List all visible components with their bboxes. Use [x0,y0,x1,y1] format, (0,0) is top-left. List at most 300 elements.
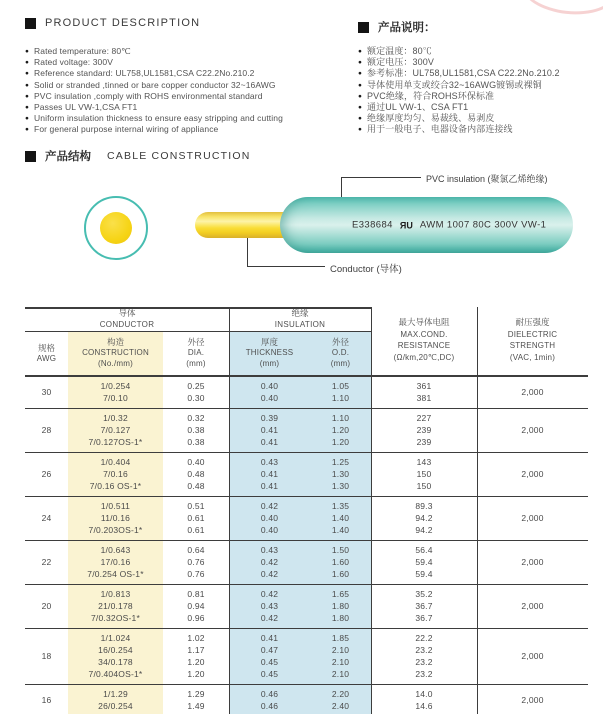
od-cell [310,629,371,684]
conductor-label: Conductor (导体) [330,264,402,275]
list-item-text: Passes UL VW-1,CSA FT1 [34,102,138,113]
cell-value: 361 [416,381,432,391]
construction-cell [68,541,163,584]
cell-value: 1.30 [331,481,350,491]
bullet-icon: ● [358,104,363,112]
list-item [25,46,350,57]
bullet-icon: ● [25,81,30,89]
cell-value: 1.65 [331,589,350,599]
cell-value: 227 [416,413,432,423]
dielectric-cell [477,409,588,452]
header-line: DIELECTRIC [507,329,558,339]
list-item-text: 用于一般电子、电器设备内部连接线 [367,124,513,135]
cell-value: 26 [41,469,52,479]
table-row [25,453,588,497]
awg-cell [25,685,68,714]
cell-value: 1.20 [187,657,205,667]
cell-value: 1.35 [331,501,350,511]
cell-value: 1.40 [331,513,350,523]
header-line: (mm) [186,358,206,368]
cell-value: 1.80 [331,601,350,611]
cell-value: 0.48 [187,481,205,491]
table-body [25,377,588,714]
thickness-cell [229,629,310,684]
od-cell [310,685,371,714]
cell-value: 20 [41,601,52,611]
cable-construction-title-en: CABLE CONSTRUCTION [107,150,251,162]
od-header [310,332,371,375]
group-header-en: INSULATION [274,320,326,329]
cell-value: 0.40 [260,381,279,391]
cell-value: 1/0.643 [100,545,131,555]
cell-value: 0.76 [187,557,205,567]
dia-cell [163,409,229,452]
awg-cell [25,409,68,452]
cell-value: 1.40 [331,525,350,535]
cell-value: 2,000 [521,557,544,567]
resistance-cell [371,585,477,628]
bullet-icon: ● [358,70,363,78]
cell-value: 7/0.203OS-1* [88,525,143,535]
cell-value: 23.2 [415,657,433,667]
pvc-insulation-label: PVC insulation (聚氯乙烯绝缘) [426,174,548,184]
resistance-cell [371,377,477,408]
list-item [25,80,350,91]
resistance-cell [371,629,477,684]
list-item-text: PVC绝缘，符合ROHS环保标准 [367,90,495,101]
table-row [25,377,588,409]
header-line: 耐压强度 [515,317,550,327]
list-item-text: Uniform insulation thickness to ensure easy stripping and cutting [34,113,283,124]
header-line: (No./mm) [98,358,133,368]
cell-value: 0.48 [187,469,205,479]
cable-print-text [352,220,546,231]
cable-construction-title-zh: 产品结构 [45,151,91,163]
spacer [371,332,477,375]
cell-value: 35.2 [415,589,433,599]
cell-value: 0.45 [260,657,279,667]
dielectric-cell [477,629,588,684]
cell-value: 1/0.511 [100,501,131,511]
conductor-leader-line [247,266,325,267]
header-line: (mm) [259,358,280,368]
cell-value: 1.20 [331,437,350,447]
conductor-group-header [25,308,229,330]
cell-value: 7/0.254 OS-1* [87,569,144,579]
cell-value: 1.80 [331,613,350,623]
cell-value: 14.0 [415,689,433,699]
conductor-core [100,212,132,244]
ul-recognized-icon: ЯU [399,220,413,230]
cell-value: 22.2 [415,633,433,643]
header-line: MAX.COND. [400,329,448,339]
cell-value: 2.40 [331,701,350,711]
list-item [358,91,598,102]
bullet-icon: ● [25,48,30,55]
cell-value: 1.50 [331,545,350,555]
product-description-header [25,17,200,29]
cell-value: 0.46 [260,689,279,699]
ul-file-number: E338684 [352,219,393,231]
cell-value: 30 [41,387,52,397]
awg-cell [25,453,68,496]
cell-value: 94.2 [415,525,433,535]
header-line: (mm) [330,358,351,368]
header-line: 构造 [106,337,124,348]
dia-cell [163,585,229,628]
cable-construction-header [25,148,251,164]
dia-cell [163,685,229,714]
cell-value: 2.10 [331,657,350,667]
cell-value: 28 [41,425,52,435]
list-item-text: PVC insulation ,comply with ROHS environmental standard [34,90,263,101]
cell-value: 7/0.32OS-1* [91,613,140,623]
cell-value: 0.81 [187,589,205,599]
cell-value: 1.60 [331,557,350,567]
cell-value: 2,000 [521,387,544,397]
cell-value: 1.25 [331,457,350,467]
cell-value: 11/0.16 [100,513,131,523]
list-item [358,68,598,79]
cell-value: 0.41 [260,437,279,447]
table-subheader-row [25,332,588,375]
cell-value: 1/0.32 [103,413,128,423]
cell-value: 0.40 [260,393,279,403]
header-line: THICKNESS [245,348,294,358]
cell-value: 1/1.29 [103,689,128,699]
bullet-icon: ● [358,92,363,100]
dielectric-cell [477,541,588,584]
cell-value: 0.46 [260,701,279,711]
cell-value: 2,000 [521,425,544,435]
cell-value: 1/0.254 [100,381,131,391]
cell-value: 2,000 [521,513,544,523]
group-header-zh: 绝缘 [291,308,309,318]
thickness-cell [229,409,310,452]
header-line: RESISTANCE [397,341,451,350]
product-description-list-en [25,46,350,136]
insulation-tube [280,197,573,253]
dielectric-cell [477,453,588,496]
bullet-icon: ● [358,115,363,123]
list-item [358,113,598,124]
cell-value: 23.2 [415,645,433,655]
section-marker-icon [25,151,36,162]
cell-value: 7/0.10 [103,393,128,403]
table-divider [477,307,478,714]
bullet-icon: ● [25,104,30,112]
construction-cell [68,629,163,684]
pvc-leader-line [341,177,421,178]
list-item-text: Solid or stranded ,tinned or bare copper conductor 32~16AWG [34,79,276,90]
dielectric-cell [477,585,588,628]
od-cell [310,585,371,628]
cell-value: 1.20 [187,669,205,679]
cell-value: 0.96 [187,613,205,623]
od-cell [310,497,371,540]
cell-value: 7/0.16 [103,469,128,479]
dia-cell [163,453,229,496]
cell-value: 0.40 [260,513,279,523]
header-line: 外径 [331,337,349,348]
cell-value: 0.43 [260,545,279,555]
list-item-text: 额定温度：80℃ [367,46,432,56]
cell-value: 1.60 [331,569,350,579]
header-line: AWG [36,353,57,363]
construction-cell [68,685,163,714]
list-item-text: 绝缘厚度均匀、易裁线、易剥皮 [367,113,495,124]
section-marker-icon [25,18,36,29]
cell-value: 1.85 [331,633,350,643]
cell-value: 0.25 [187,381,205,391]
list-item-text: Reference standard: UL758,UL1581,CSA C22.2No.210.2 [34,68,255,79]
cell-value: 56.4 [415,545,433,555]
group-header-zh: 导体 [118,308,136,318]
cell-value: 1.20 [331,425,350,435]
cell-value: 0.43 [260,457,279,467]
resistance-cell [371,685,477,714]
resistance-cell [371,409,477,452]
resistance-cell [371,453,477,496]
cell-value: 17/0.16 [100,557,131,567]
cable-rating-text: AWM 1007 80C 300V VW-1 [419,219,547,231]
insulation-group-header [229,308,371,330]
thickness-cell [229,377,310,408]
cell-value: 1.17 [187,645,205,655]
list-item-text: 导体使用单支或绞合32~16AWG镀锡或裸铜 [367,79,542,90]
list-item [358,102,598,113]
cell-value: 0.94 [187,601,205,611]
cell-value: 0.42 [260,613,279,623]
thickness-cell [229,541,310,584]
construction-cell [68,453,163,496]
header-line: 规格 [37,342,55,353]
cell-value: 2.10 [331,669,350,679]
od-cell [310,409,371,452]
table-row [25,541,588,585]
list-item-text: For general purpose internal wiring of appliance [34,124,219,135]
cell-value: 36.7 [415,601,433,611]
cell-value: 7/0.127OS-1* [88,437,143,447]
table-row [25,629,588,685]
cell-value: 2,000 [521,695,544,705]
cell-value: 26/0.254 [98,701,133,711]
cell-value: 0.42 [260,501,279,511]
list-item [25,91,350,102]
table-row [25,497,588,541]
list-item [25,113,350,124]
awg-cell [25,497,68,540]
cell-value: 2,000 [521,651,544,661]
cell-value: 23.2 [415,669,433,679]
awg-cell [25,541,68,584]
bullet-icon: ● [25,92,30,100]
resistance-cell [371,497,477,540]
cell-value: 0.41 [260,633,279,643]
list-item [25,124,350,135]
cell-value: 89.3 [415,501,433,511]
construction-cell [68,497,163,540]
cell-value: 24 [41,513,52,523]
product-description-title: PRODUCT DESCRIPTION [45,17,201,29]
list-item-text: 参考标准：UL758,UL1581,CSA C22.2No.210.2 [367,68,560,79]
list-item-text: 通过UL VW-1、CSA FT1 [367,102,469,113]
thickness-cell [229,497,310,540]
dia-header [163,332,229,375]
header-line: 厚度 [260,337,278,348]
cell-value: 1.29 [187,689,205,699]
thickness-header [229,332,310,375]
cell-value: 381 [416,393,432,403]
cell-value: 1/0.813 [100,589,131,599]
stamp-arc [520,0,603,19]
list-item-text: Rated voltage: 300V [34,57,113,68]
product-description-list-zh [358,46,598,136]
cell-value: 0.41 [260,469,279,479]
cell-value: 34/0.178 [98,657,133,667]
bullet-icon: ● [358,126,363,134]
cell-value: 0.61 [187,513,205,523]
cell-value: 0.76 [187,569,205,579]
cell-value: 7/0.404OS-1* [88,669,143,679]
awg-cell [25,377,68,408]
bullet-icon: ● [358,48,363,55]
cell-value: 239 [416,437,432,447]
cell-value: 1.05 [331,381,350,391]
cell-value: 0.47 [260,645,279,655]
cell-value: 0.45 [260,669,279,679]
list-item [358,46,598,57]
cell-value: 0.30 [187,393,205,403]
header-line: (VAC, 1min) [509,352,556,362]
cell-value: 7/0.127 [100,425,131,435]
cell-value: 59.4 [415,557,433,567]
header-line: (Ω/km,20℃,DC) [393,352,455,362]
dielectric-cell [477,685,588,714]
group-header-en: CONDUCTOR [99,320,155,329]
dia-cell [163,629,229,684]
thickness-cell [229,585,310,628]
cell-value: 18 [41,651,52,661]
cell-value: 150 [416,469,432,479]
product-description-header-zh [358,19,436,35]
spec-table [25,305,588,714]
cell-value: 0.51 [187,501,205,511]
cell-value: 239 [416,425,432,435]
table-row [25,685,588,714]
cell-value: 0.40 [187,457,205,467]
construction-cell [68,377,163,408]
section-marker-icon [358,22,369,33]
cell-value: 1.10 [331,413,350,423]
cell-value: 0.41 [260,481,279,491]
cell-value: 0.41 [260,425,279,435]
cell-value: 14.6 [415,701,433,711]
thickness-cell [229,685,310,714]
cell-value: 0.43 [260,601,279,611]
resistance-cell [371,541,477,584]
cell-value: 2.10 [331,645,350,655]
cell-value: 2,000 [521,601,544,611]
cell-value: 1/1.024 [100,633,131,643]
bullet-icon: ● [358,81,363,89]
bullet-icon: ● [358,59,363,67]
cell-value: 0.42 [260,589,279,599]
cell-value: 0.39 [260,413,279,423]
table-row [25,409,588,453]
cell-value: 1.10 [331,393,350,403]
cell-value: 0.40 [260,525,279,535]
list-item [358,57,598,68]
cell-value: 16 [41,695,52,705]
bullet-icon: ● [25,115,30,123]
cell-value: 2.20 [331,689,350,699]
od-cell [310,377,371,408]
header-line: O.D. [331,348,350,358]
cell-value: 0.32 [187,413,205,423]
bullet-icon: ● [25,59,30,67]
header-line: 外径 [187,337,205,348]
header-line: CONSTRUCTION [82,348,149,358]
thickness-cell [229,453,310,496]
cell-value: 143 [416,457,432,467]
table-divider [371,307,372,714]
table-divider [229,307,230,714]
cell-value: 0.61 [187,525,205,535]
list-item-text: 额定电压：300V [367,57,434,68]
awg-header [25,332,68,375]
bullet-icon: ● [25,126,30,134]
cell-value: 0.42 [260,569,279,579]
construction-header [68,332,163,375]
cell-value: 36.7 [415,613,433,623]
cell-value: 1.30 [331,469,350,479]
cell-value: 150 [416,481,432,491]
list-item [25,68,350,79]
header-line: STRENGTH [509,341,556,350]
list-item-text: Rated temperature: 80℃ [34,46,131,56]
dia-cell [163,377,229,408]
awg-cell [25,585,68,628]
cell-value: 0.42 [260,557,279,567]
cell-value: 2,000 [521,469,544,479]
bullet-icon: ● [25,70,30,78]
header-line: DIA. [187,348,205,358]
cell-value: 0.38 [187,437,205,447]
od-cell [310,453,371,496]
dielectric-cell [477,497,588,540]
cell-value: 22 [41,557,52,567]
awg-cell [25,629,68,684]
cell-value: 7/0.16 OS-1* [89,481,142,491]
dia-cell [163,497,229,540]
cell-value: 94.2 [415,513,433,523]
od-cell [310,541,371,584]
table-row [25,585,588,629]
list-item [25,102,350,113]
cell-value: 1.02 [187,633,205,643]
construction-cell [68,409,163,452]
dia-cell [163,541,229,584]
construction-cell [68,585,163,628]
cell-value: 1.49 [187,701,205,711]
cell-value: 1/0.404 [100,457,131,467]
header-line: 最大导体电阻 [398,317,450,327]
dielectric-cell [477,377,588,408]
product-description-title-zh: 产品说明： [378,22,436,34]
cell-value: 21/0.178 [98,601,133,611]
cell-value: 0.64 [187,545,205,555]
